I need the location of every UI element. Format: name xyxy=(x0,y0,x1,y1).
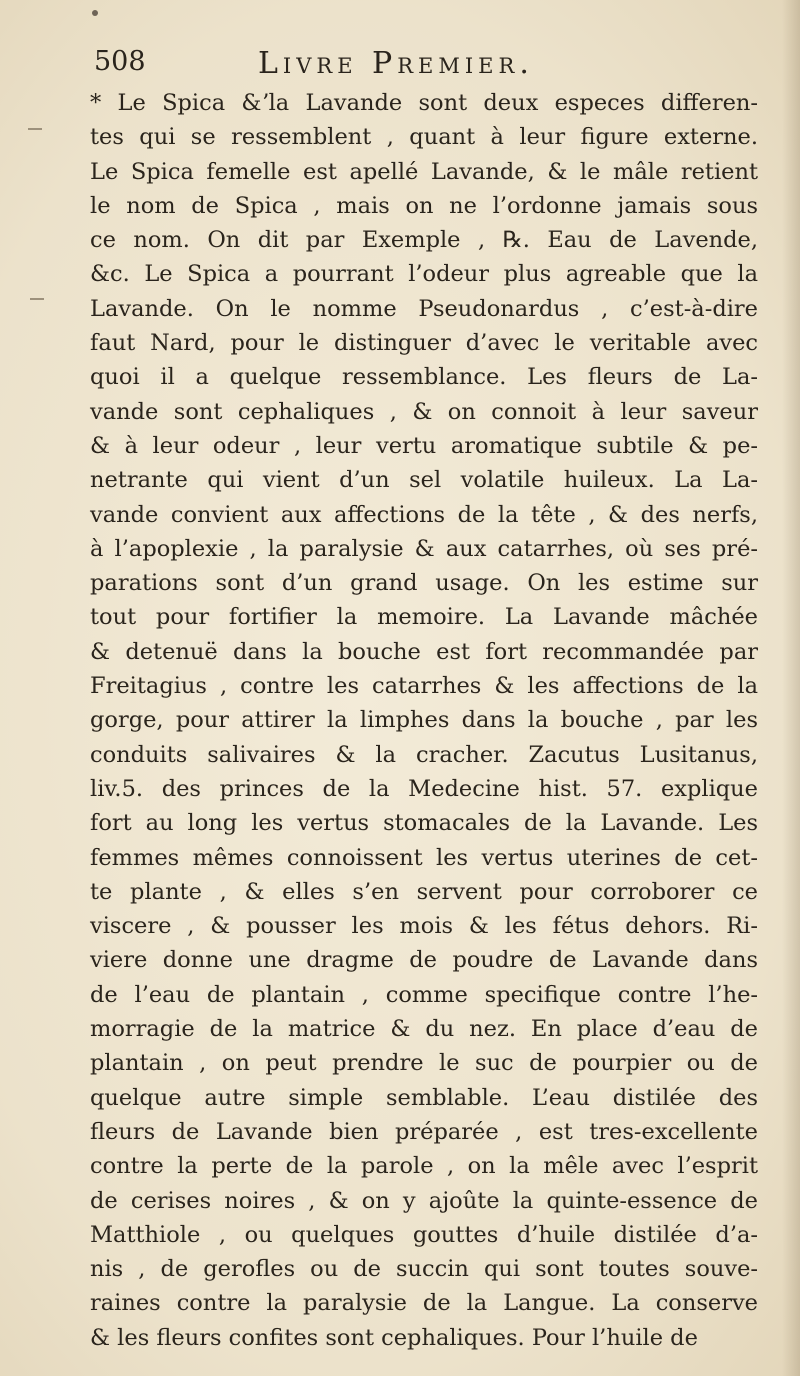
page-header xyxy=(94,46,744,86)
text-line: quoi il a quelque ressemblance. Les fleurs de La- xyxy=(90,364,758,391)
text-line: Matthiole , ou quelques gouttes d’huile distilée d’a- xyxy=(90,1221,758,1248)
text-line: fleurs de Lavande bien préparée , est tres-excellente xyxy=(90,1118,758,1145)
text-line: de cerises noires , & on y ajoûte la quinte-essence de xyxy=(90,1187,758,1214)
text-line: quelque autre simple semblable. L’eau distilée des xyxy=(90,1084,758,1111)
margin-mark xyxy=(30,298,44,300)
text-line: vande convient aux affections de la tête , & des nerfs, xyxy=(90,501,758,528)
text-line: * Le Spica &ʼla Lavande sont deux especes differen- xyxy=(90,90,758,116)
body-text xyxy=(90,86,758,1355)
text-line: & à leur odeur , leur vertu aromatique subtile & pe- xyxy=(90,432,758,459)
text-line: tout pour fortifier la memoire. La Lavande mâchée xyxy=(90,604,758,631)
text-line: vande sont cephaliques , & on connoit à leur saveur xyxy=(90,398,758,425)
text-line: netrante qui vient d’un sel volatile huileux. La La- xyxy=(90,467,758,494)
running-title: Livre Premier. xyxy=(258,46,534,81)
text-line: raines contre la paralysie de la Langue. La conserve xyxy=(90,1290,758,1317)
text-line: fort au long les vertus stomacales de la Lavande. Les xyxy=(90,810,758,837)
text-line: le nom de Spica , mais on ne l’ordonne jamais sous xyxy=(90,192,758,219)
text-line: tes qui se ressemblent , quant à leur figure externe. xyxy=(90,124,758,151)
text-line: contre la perte de la parole , on la mêle avec l’esprit xyxy=(90,1153,758,1180)
text-line: liv.5. des princes de la Medecine hist. 57. explique xyxy=(90,775,758,802)
text-line: viere donne une dragme de poudre de Lavande dans xyxy=(90,947,758,974)
text-line: morragie de la matrice & du nez. En place d’eau de xyxy=(90,1016,758,1043)
text-line: conduits salivaires & la cracher. Zacutus Lusitanus, xyxy=(90,741,758,768)
ink-speck xyxy=(92,10,98,16)
text-line: parations sont d’un grand usage. On les estime sur xyxy=(90,570,758,597)
text-line: gorge, pour attirer la limphes dans la bouche , par les xyxy=(90,707,758,734)
text-line: femmes mêmes connoissent les vertus uterines de cet- xyxy=(90,844,758,871)
text-line: &c. Le Spica a pourrant l’odeur plus agreable que la xyxy=(90,261,758,288)
text-line: Le Spica femelle est apellé Lavande, & le mâle retient xyxy=(90,158,758,185)
margin-mark xyxy=(28,128,42,130)
page-number: 508 xyxy=(94,46,146,77)
text-line: faut Nard, pour le distinguer d’avec le veritable avec xyxy=(90,330,758,357)
text-line: Freitagius , contre les catarrhes & les affections de la xyxy=(90,673,758,700)
text-line: à l’apoplexie , la paralysie & aux catarrhes, où ses pré- xyxy=(90,535,758,562)
text-line: viscere , & pousser les mois & les fétus dehors. Ri- xyxy=(90,913,758,940)
text-line: nis , de gerofles ou de succin qui sont toutes souve- xyxy=(90,1256,758,1283)
text-line: de l’eau de plantain , comme specifique contre l’he- xyxy=(90,981,758,1008)
text-line: & detenuë dans la bouche est fort recommandée par xyxy=(90,638,758,665)
text-line: ce nom. On dit par Exemple , ℞. Eau de Lavende, xyxy=(90,227,758,254)
page-edge-shadow xyxy=(782,0,800,1376)
text-line: & les fleurs confites sont cephaliques. Pour l’huile de xyxy=(90,1324,698,1351)
text-line: plantain , on peut prendre le suc de pourpier ou de xyxy=(90,1050,758,1077)
text-line: Lavande. On le nomme Pseudonardus , c’est-à-dire xyxy=(90,295,758,322)
text-line: te plante , & elles s’en servent pour corroborer ce xyxy=(90,878,758,905)
